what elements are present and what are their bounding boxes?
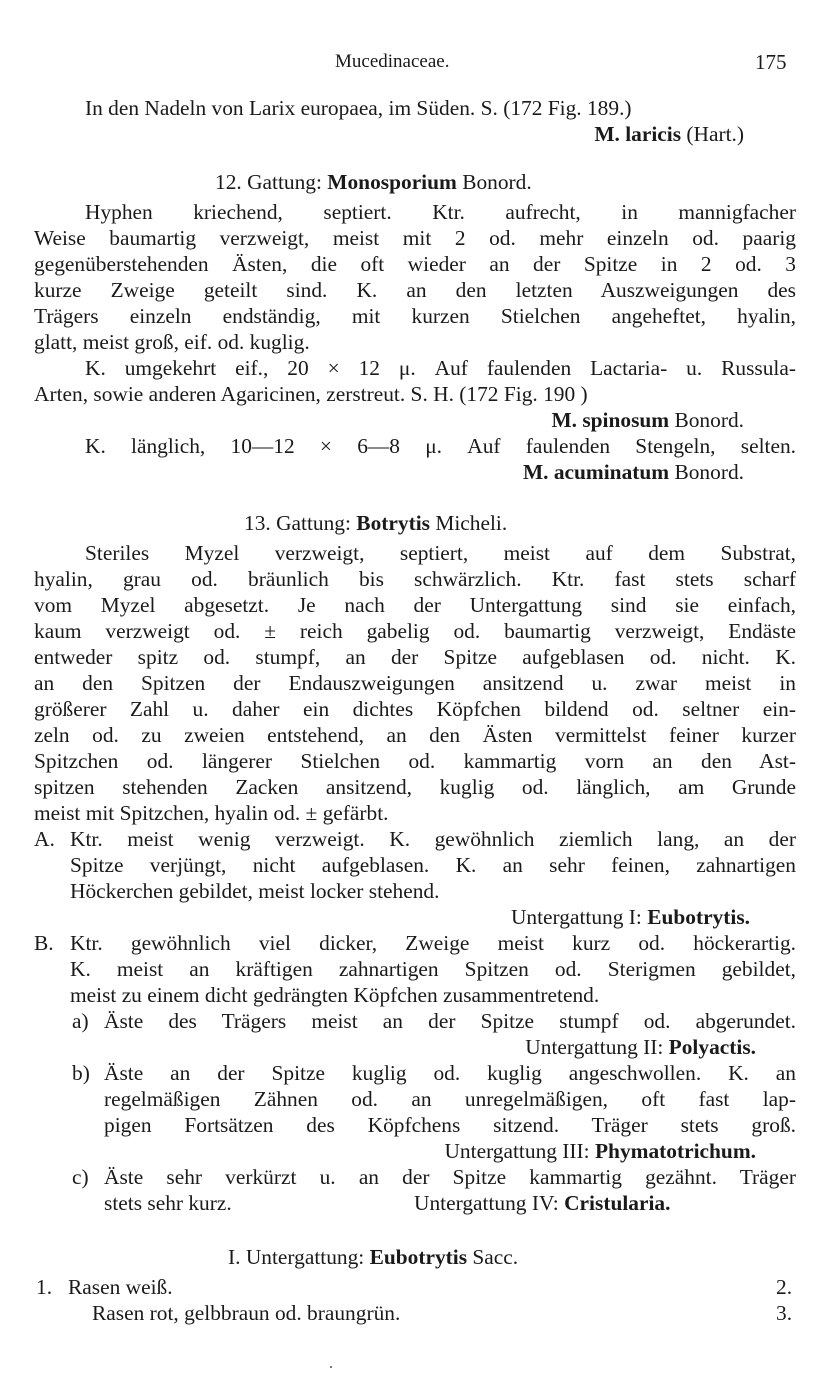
- running-title: Mucedinaceae.: [335, 51, 450, 72]
- text-line: meist mit Spitzchen, hyalin od. ± gefärbt.: [34, 801, 389, 825]
- species-author: Bonord.: [669, 460, 744, 484]
- text-line: entweder spitz od. stumpf, an der Spitze aufgeblasen od. nicht. K.: [34, 645, 796, 669]
- key-item-a: [34, 826, 796, 852]
- text-line: glatt, meist groß, eif. od. kuglig.: [34, 330, 310, 354]
- text-line: K. länglich, 10—12 × 6—8 μ. Auf faulenden Stengeln, selten.: [85, 434, 796, 458]
- text-line: meist zu einem dicht gedrängten Köpfchen zusammentretend.: [70, 983, 600, 1007]
- subgenus-label: Untergattung IV:: [414, 1191, 565, 1215]
- genus-name: Botrytis: [356, 511, 430, 535]
- text-line: kaum verzweigt od. ± reich gabelig od. baumartig verzweigt, Endäste: [34, 619, 796, 643]
- text-line: Spitzchen od. längerer Stielchen od. kammartig vorn an den Ast-: [34, 749, 796, 773]
- key-target: 3.: [776, 1301, 793, 1325]
- species-line: [34, 459, 796, 485]
- key-lead-1: [34, 1274, 796, 1300]
- key-marker: a): [72, 1009, 89, 1033]
- key-text: Rasen weiß.: [68, 1275, 173, 1299]
- key-item-bc: [34, 1164, 796, 1190]
- text-line: stets sehr kurz.: [104, 1191, 232, 1215]
- subgenus-line: [414, 1190, 670, 1216]
- subgenus-line: [34, 1034, 796, 1060]
- text-line: Hyphen kriechend, septiert. Ktr. aufrecht, in mannigfacher: [85, 200, 796, 224]
- subgenus-heading: [34, 1244, 796, 1270]
- text-line: größerer Zahl u. daher ein dichtes Köpfchen bildend od. seltner ein-: [34, 697, 796, 721]
- key-marker: A.: [34, 827, 55, 851]
- key-target: 2.: [776, 1275, 793, 1299]
- species-name: M. laricis: [594, 122, 682, 146]
- text-line: Äste an der Spitze kuglig od. kuglig angeschwollen. K. an: [104, 1061, 796, 1085]
- subgenus-name: Eubotrytis.: [647, 905, 750, 929]
- genus-number: 13. Gattung:: [244, 511, 357, 535]
- species-author: Bonord.: [669, 408, 744, 432]
- species-line: [34, 407, 796, 433]
- key-marker: c): [72, 1165, 89, 1189]
- species-name: M. acuminatum: [522, 460, 670, 484]
- text-line: kurze Zweige geteilt sind. K. an den letzten Auszweigungen des: [34, 278, 796, 302]
- text-line: K. umgekehrt eif., 20 × 12 μ. Auf faulenden Lactaria- u. Russula-: [85, 356, 796, 380]
- text-line: Höckerchen gebildet, meist locker stehend.: [70, 879, 440, 903]
- text-line: Steriles Myzel verzweigt, septiert, meist auf dem Substrat,: [85, 541, 796, 565]
- text-line: Weise baumartig verzweigt, meist mit 2 od. mehr einzeln od. paarig: [34, 226, 796, 250]
- subgenus-name: Polyactis.: [668, 1035, 756, 1059]
- print-speck: [330, 1366, 332, 1368]
- subgenus-line: [34, 904, 796, 930]
- subgenus-heading-name: Eubotrytis: [369, 1245, 468, 1269]
- subgenus-label: Untergattung III:: [444, 1139, 595, 1163]
- text-line: Äste sehr verkürzt u. an der Spitze kammartig gezähnt. Träger: [104, 1165, 796, 1189]
- key-lead-1b: [34, 1300, 796, 1326]
- genus-name: Monosporium: [327, 170, 457, 194]
- text-line: In den Nadeln von Larix europaea, im Süden. S. (172 Fig. 189.): [85, 96, 632, 120]
- genus-author: Micheli.: [429, 511, 508, 535]
- key-item-ba: [34, 1008, 796, 1034]
- subgenus-name: Cristularia.: [564, 1191, 671, 1215]
- key-marker: B.: [34, 931, 54, 955]
- species-line: [34, 121, 796, 147]
- key-item-bb: [34, 1060, 796, 1086]
- text-line: gegenüberstehenden Ästen, die oft wieder an der Spitze in 2 od. 3: [34, 252, 796, 276]
- subgenus-line: [34, 1138, 796, 1164]
- text-line: vom Myzel abgesetzt. Je nach der Untergattung sind sie einfach,: [34, 593, 796, 617]
- text-line: Arten, sowie anderen Agaricinen, zerstreut. S. H. (172 Fig. 190 ): [34, 382, 588, 406]
- key-marker: 1.: [36, 1275, 53, 1299]
- text-line: K. meist an kräftigen zahnartigen Spitzen od. Sterigmen gebildet,: [70, 957, 796, 981]
- subgenus-name: Phymatotrichum.: [594, 1139, 756, 1163]
- genus-number: 12. Gattung:: [215, 170, 328, 194]
- text-line: regelmäßigen Zähnen od. an unregelmäßigen, oft fast lap-: [104, 1087, 796, 1111]
- text-line: hyalin, grau od. bräunlich bis schwärzlich. Ktr. fast stets scharf: [34, 567, 796, 591]
- text-line: Trägers einzeln endständig, mit kurzen Stielchen angeheftet, hyalin,: [34, 304, 796, 328]
- text-line: pigen Fortsätzen des Köpfchens sitzend. Träger stets groß.: [104, 1113, 796, 1137]
- subgenus-heading-label: I. Untergattung:: [228, 1245, 370, 1269]
- page-number: 175: [755, 50, 787, 74]
- subgenus-label: Untergattung I:: [510, 905, 648, 929]
- subgenus-label: Untergattung II:: [525, 1035, 669, 1059]
- genus-heading: [34, 169, 796, 195]
- key-text: Rasen rot, gelbbraun od. braungrün.: [92, 1301, 401, 1325]
- text-line: Ktr. gewöhnlich viel dicker, Zweige meist kurz od. höckerartig.: [70, 931, 796, 955]
- key-item-bc-end: [34, 1190, 796, 1216]
- genus-heading: [34, 510, 796, 536]
- text-line: Äste des Trägers meist an der Spitze stumpf od. abgerundet.: [104, 1009, 796, 1033]
- key-marker: b): [72, 1061, 90, 1085]
- genus-author: Bonord.: [456, 170, 532, 194]
- text-line: Spitze verjüngt, nicht aufgeblasen. K. an sehr feinen, zahnartigen: [70, 853, 796, 877]
- species-author: (Hart.): [681, 122, 744, 146]
- text-line: spitzen stehenden Zacken ansitzend, kuglig od. länglich, am Grunde: [34, 775, 796, 799]
- species-name: M. spinosum: [551, 408, 670, 432]
- text-line: an den Spitzen der Endauszweigungen ansitzend u. zwar meist in: [34, 671, 796, 695]
- subgenus-heading-author: Sacc.: [467, 1245, 519, 1269]
- key-item-b: [34, 930, 796, 956]
- text-line: Ktr. meist wenig verzweigt. K. gewöhnlich ziemlich lang, an der: [70, 827, 796, 851]
- text-line: zeln od. zu zweien entstehend, an den Ästen vermittelst feiner kurzer: [34, 723, 796, 747]
